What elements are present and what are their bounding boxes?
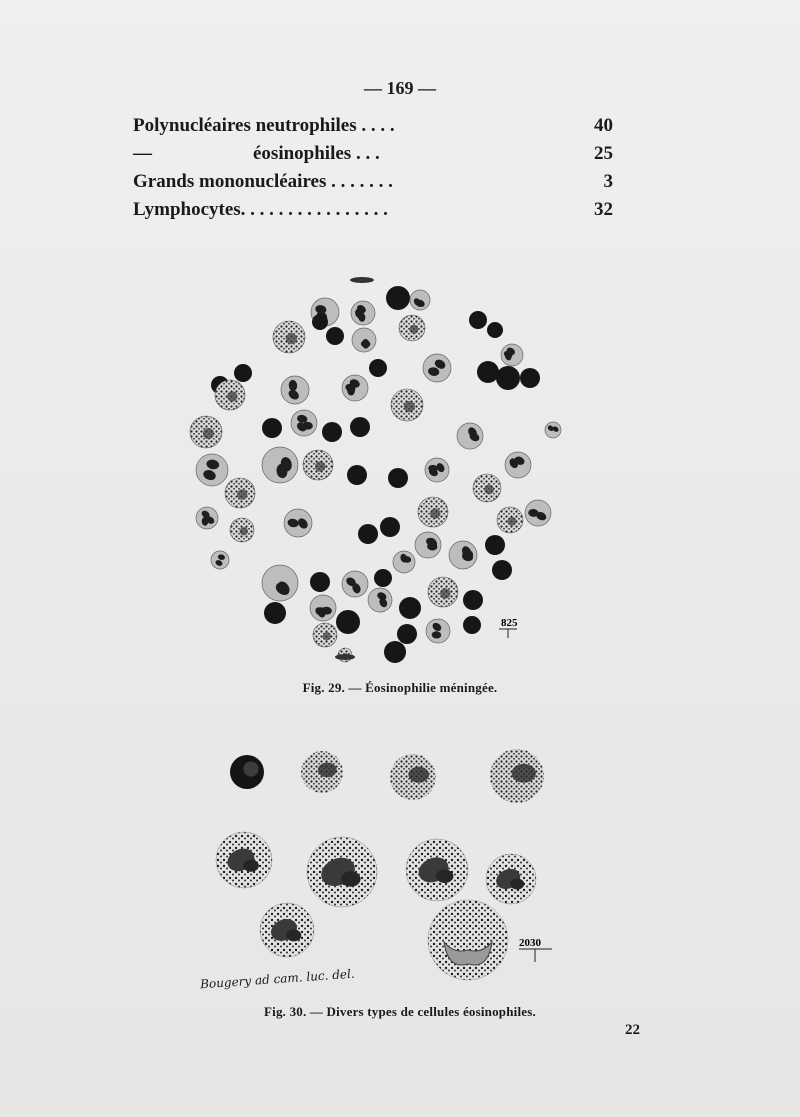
blood-cell <box>264 602 286 624</box>
blood-cell <box>505 452 531 478</box>
blood-cell <box>326 327 344 345</box>
blood-cell <box>342 571 368 597</box>
scale-label: 2030 <box>519 937 541 949</box>
blood-cell <box>496 366 520 390</box>
blood-cell <box>393 551 415 573</box>
blood-cell <box>313 623 337 647</box>
folio-number: 22 <box>625 1022 640 1038</box>
figure-caption: Fig. 29. — Éosinophilie méningée. <box>302 680 498 695</box>
row-value: 32 <box>594 199 613 220</box>
blood-cell <box>215 380 245 410</box>
blood-cell <box>457 423 483 449</box>
eosinophil-cell <box>390 754 436 800</box>
blood-cell <box>374 569 392 587</box>
blood-cell <box>425 458 449 482</box>
debris <box>350 277 374 283</box>
ditto-dash: — <box>133 143 152 164</box>
blood-cell <box>273 321 305 353</box>
blood-cell <box>449 541 477 569</box>
blood-cell <box>211 551 229 569</box>
blood-cell <box>368 588 392 612</box>
blood-cell <box>473 474 501 502</box>
blood-cell <box>391 389 423 421</box>
blood-cell <box>262 565 298 601</box>
blood-cell <box>322 422 342 442</box>
blood-cell <box>428 577 458 607</box>
page-number: — 169 — <box>364 78 436 98</box>
blood-cell <box>497 507 523 533</box>
blood-cell <box>234 364 252 382</box>
blood-cell <box>426 619 450 643</box>
blood-cell <box>352 328 376 352</box>
blood-cell <box>469 311 487 329</box>
fig-29-drawing <box>190 277 561 663</box>
blood-cell <box>347 465 367 485</box>
row-label: Lymphocytes. . . . . . . . . . . . . . . . <box>133 199 388 220</box>
blood-cell <box>525 500 551 526</box>
blood-cell <box>336 610 360 634</box>
row-value: 25 <box>594 143 613 164</box>
blood-cell <box>281 376 309 404</box>
blood-cell <box>262 447 298 483</box>
blood-cell <box>418 497 448 527</box>
eosinophil-cell <box>307 837 377 907</box>
blood-cell <box>485 535 505 555</box>
blood-cell <box>423 354 451 382</box>
eosinophil-cell <box>301 751 343 793</box>
eosinophil-cell <box>486 854 536 904</box>
row-label: éosinophiles . . . <box>253 143 380 164</box>
debris <box>335 654 355 660</box>
blood-cell <box>492 560 512 580</box>
scale-label: 825 <box>501 617 518 629</box>
row-label: Grands mononucléaires . . . . . . . <box>133 171 393 192</box>
blood-cell <box>303 450 333 480</box>
blood-cell <box>350 417 370 437</box>
eosinophil-cell <box>216 832 272 888</box>
blood-cell <box>190 416 222 448</box>
blood-cell <box>225 478 255 508</box>
blood-cell <box>386 286 410 310</box>
blood-cell <box>399 597 421 619</box>
blood-cell <box>291 410 317 436</box>
blood-cell <box>342 375 368 401</box>
blood-cell <box>463 590 483 610</box>
blood-cell <box>358 524 378 544</box>
blood-cell <box>230 518 254 542</box>
blood-cell <box>312 314 328 330</box>
blood-cell <box>196 507 218 529</box>
eosinophil-cell <box>490 749 544 803</box>
row-value: 40 <box>594 115 613 136</box>
blood-cell <box>501 344 523 366</box>
blood-cell <box>415 532 441 558</box>
blood-cell <box>410 290 430 310</box>
blood-cell <box>487 322 503 338</box>
eosinophil-cell <box>406 839 468 901</box>
blood-cell <box>397 624 417 644</box>
blood-cell <box>351 301 375 325</box>
blood-cell <box>399 315 425 341</box>
blood-cell <box>384 641 406 663</box>
blood-cell <box>388 468 408 488</box>
row-label: Polynucléaires neutrophiles . . . . <box>133 115 395 136</box>
blood-cell <box>369 359 387 377</box>
blood-cell <box>310 572 330 592</box>
figure-caption: Fig. 30. — Divers types de cellules éosinophiles. <box>264 1004 536 1019</box>
blood-cell <box>310 595 336 621</box>
blood-cell <box>284 509 312 537</box>
blood-cell <box>196 454 228 486</box>
blood-cell <box>380 517 400 537</box>
blood-cell <box>463 616 481 634</box>
blood-cell <box>262 418 282 438</box>
artist-signature: Bougery ad cam. luc. del. <box>199 966 356 992</box>
eosinophil-cell <box>230 755 264 789</box>
eosinophil-cell <box>260 903 314 957</box>
blood-cell <box>520 368 540 388</box>
blood-cell <box>545 422 561 438</box>
eosinophil-cell <box>428 900 508 980</box>
blood-cell <box>477 361 499 383</box>
row-value: 3 <box>603 171 613 192</box>
fig-30-drawing <box>216 749 544 980</box>
